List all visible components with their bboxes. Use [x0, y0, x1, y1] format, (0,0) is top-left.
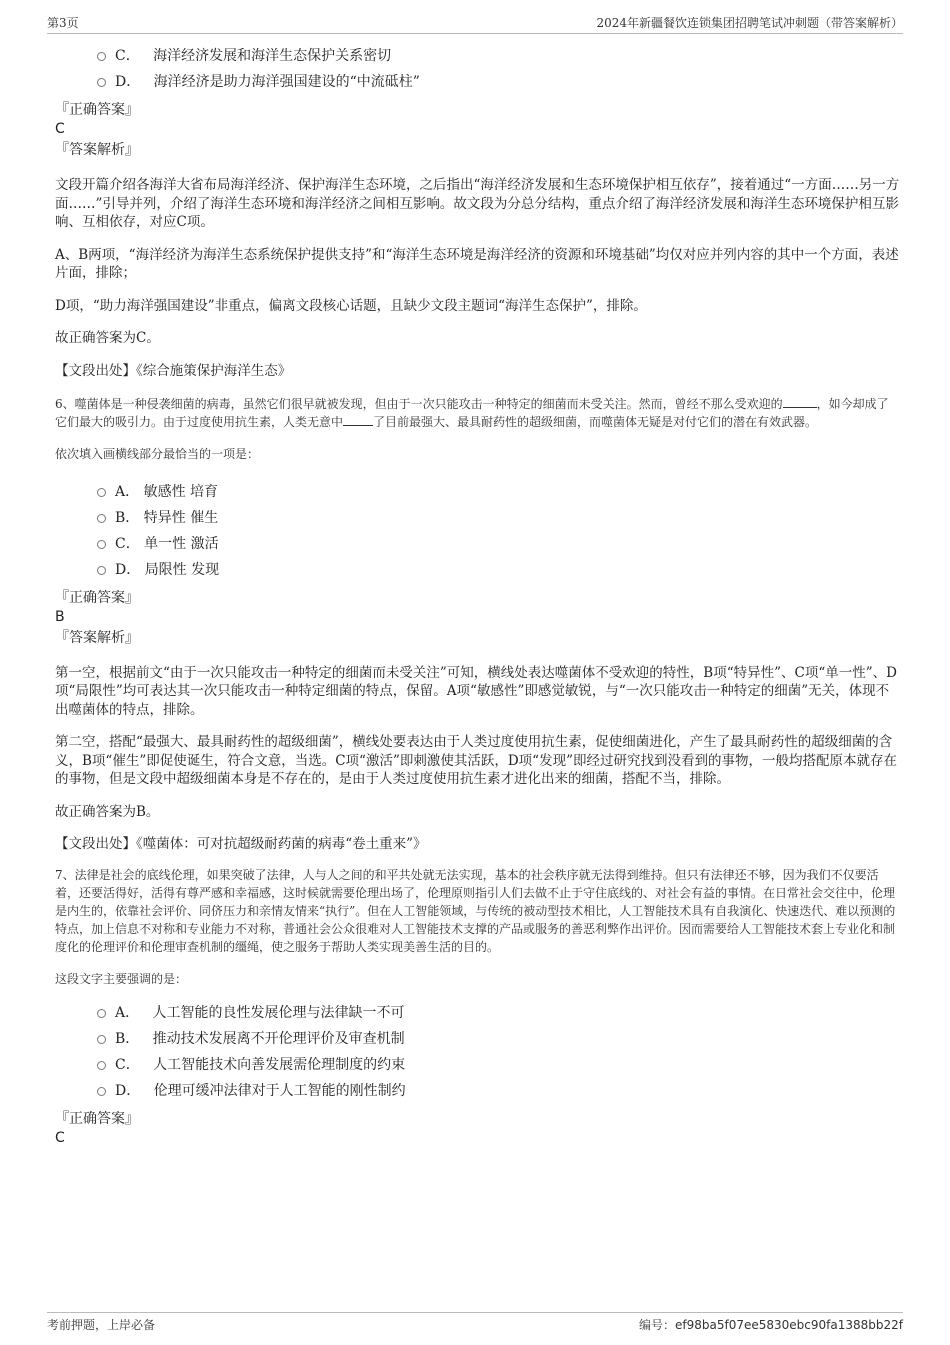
q5-answer: C	[55, 121, 65, 137]
q6-analysis-label: 『答案解析』	[55, 629, 139, 646]
q7-options	[55, 1000, 900, 1104]
q6-prompt: 依次填入画横线部分最恰当的一项是：	[55, 446, 260, 461]
radio-icon[interactable]	[97, 1087, 106, 1096]
q6-source: 【文段出处】《噬菌体：可对抗超级耐药菌的病毒“卷土重来”》	[55, 836, 427, 852]
document-title: 2024年新疆餐饮连锁集团招聘笔试冲刺题（带答案解析）	[596, 16, 903, 30]
blank-1	[783, 397, 817, 408]
footer-note: 考前押题，上岸必备	[47, 1318, 156, 1332]
q7-question: 7、法律是社会的底线伦理，如果突破了法律，人与人之间的和平共处就无法实现，基本的社会秩序就无法得到维持。但只有法律还不够，因为我们不仅要活着，还要活得好，活得有尊严感和幸福感，这时候就需要伦理出场了，伦理原则指引人们去做不止于守住底线的、对社会有益的事情。在日常社会交往中，伦理是内生的，依靠社会评价、同侪压力和亲情友情来“执行”。但在人工智能领域，与传统的被动型技术相比，人工智能技术具有自我演化、快速迭代、难以预测的特点，加上信息不对称和专业能力不对称，普通社会公众很难对人工智能技术支撑的产品或服务的善恶利弊作出评价。因而需要给人工智能技术套上专业化和制度化的伦理评价和伦理审查机制的缰绳，使之服务于帮助人类实现美善生活的目的。	[55, 868, 896, 954]
radio-icon[interactable]	[97, 78, 106, 87]
q7-prompt: 这段文字主要强调的是：	[55, 972, 188, 986]
q6-option-b[interactable]: B． 特异性 催生	[55, 505, 900, 531]
q5-analysis-p4: 故正确答案为C。	[55, 330, 160, 346]
q5-options	[55, 43, 900, 95]
radio-icon[interactable]	[97, 488, 106, 497]
q6-analysis-p1: 第一空，根据前文“由于一次只能攻击一种特定的细菌而未受关注”可知，横线处表达噬菌体不受欢迎的特性，B项“特异性”、C项“单一性”、D项“局限性”均可表达其一次只能攻击一种特定细菌的特点，保留。A项“敏感性”即感觉敏锐，与“一次只能攻击一种特定的细菌”无关，体现不出噬菌体的特点，排除。	[55, 664, 897, 718]
q6-answer: B	[55, 608, 65, 625]
q6-options	[55, 479, 900, 583]
q6-option-d[interactable]: D． 局限性 发现	[55, 557, 900, 583]
q7-option-d[interactable]: D． 伦理可缓冲法律对于人工智能的刚性制约	[55, 1078, 900, 1104]
q7-answer-label: 『正确答案』	[55, 1111, 139, 1127]
blank-2	[343, 415, 373, 426]
page-footer	[47, 1312, 903, 1334]
q6-option-c[interactable]: C． 单一性 激活	[55, 531, 900, 557]
page-number: 第3页	[47, 16, 79, 30]
q7-option-b[interactable]: B． 推动技术发展离不开伦理评价及审查机制	[55, 1026, 900, 1052]
q5-analysis-p1: 文段开篇介绍各海洋大省布局海洋经济、保护海洋生态环境，之后指出“海洋经济发展和生态环境保护相互依存”，接着通过“一方面……另一方面……”引导并列，介绍了海洋生态环境和海洋经济之间相互影响。故文段为分总分结构，重点介绍了海洋经济发展和海洋生态环境保护相互影响、互相依存，对应C项。	[55, 177, 900, 230]
content	[55, 40, 900, 1148]
page-header	[47, 14, 903, 34]
q6-option-a[interactable]: A． 敏感性 培育	[55, 479, 900, 505]
q5-analysis-p2: A、B两项，“海洋经济为海洋生态系统保护提供支持”和“海洋生态环境是海洋经济的资源和环境基础”均仅对应并列内容的其中一个方面，表述片面，排除；	[55, 246, 899, 281]
radio-icon[interactable]	[97, 566, 106, 575]
q6-question: 6、噬菌体是一种侵袭细菌的病毒，虽然它们很早就被发现，但由于一次只能攻击一种特定的细菌而未受关注。然而，曾经不那么受欢迎的 ，如今却成了它们最大的吸引力。由于过度使用抗生素，人类无意中 了目前最强大、最具耐药性的超级细菌，而噬菌体无疑是对付它们的潜在有效武器。	[55, 396, 889, 429]
radio-icon[interactable]	[97, 52, 106, 61]
q6-analysis-p3: 故正确答案为B。	[55, 803, 160, 820]
document-code: 编号：ef98ba5f07ee5830ebc90fa1388bb22f	[638, 1318, 903, 1332]
q5-analysis-p3: D项，“助力海洋强国建设”非重点，偏离文段核心话题，且缺少文段主题词“海洋生态保护”，排除。	[55, 297, 647, 314]
q7-option-a[interactable]: A． 人工智能的良性发展伦理与法律缺一不可	[55, 1000, 900, 1026]
radio-icon[interactable]	[97, 540, 106, 549]
radio-icon[interactable]	[97, 514, 106, 523]
q5-option-c[interactable]: C． 海洋经济发展和海洋生态保护关系密切	[55, 43, 900, 69]
q5-option-d[interactable]: D． 海洋经济是助力海洋强国建设的“中流砥柱”	[55, 69, 900, 95]
q7-answer: C	[55, 1130, 65, 1146]
radio-icon[interactable]	[97, 1061, 106, 1070]
q5-answer-label: 『正确答案』	[55, 102, 139, 118]
q6-analysis-p2: 第二空，搭配“最强大、最具耐药性的超级细菌”，横线处要表达由于人类过度使用抗生素，促使细菌进化，产生了最具耐药性的超级细菌的含义，B项“催生”即促使诞生，符合文意，当选。C项“激活”即刺激使其活跃，D项“发现”即经过研究找到没看到的事物，一般均搭配原本就存在的事物，但是文段中超级细菌本身是不存在的，是由于人类过度使用抗生素才进化出来的细菌，搭配不当，排除。	[55, 734, 897, 787]
q6-answer-label: 『正确答案』	[55, 589, 139, 606]
radio-icon[interactable]	[97, 1035, 106, 1044]
q7-option-c[interactable]: C． 人工智能技术向善发展需伦理制度的约束	[55, 1052, 900, 1078]
q5-analysis-label: 『答案解析』	[55, 142, 139, 158]
radio-icon[interactable]	[97, 1009, 106, 1018]
q5-source: 【文段出处】《综合施策保护海洋生态》	[55, 362, 292, 379]
